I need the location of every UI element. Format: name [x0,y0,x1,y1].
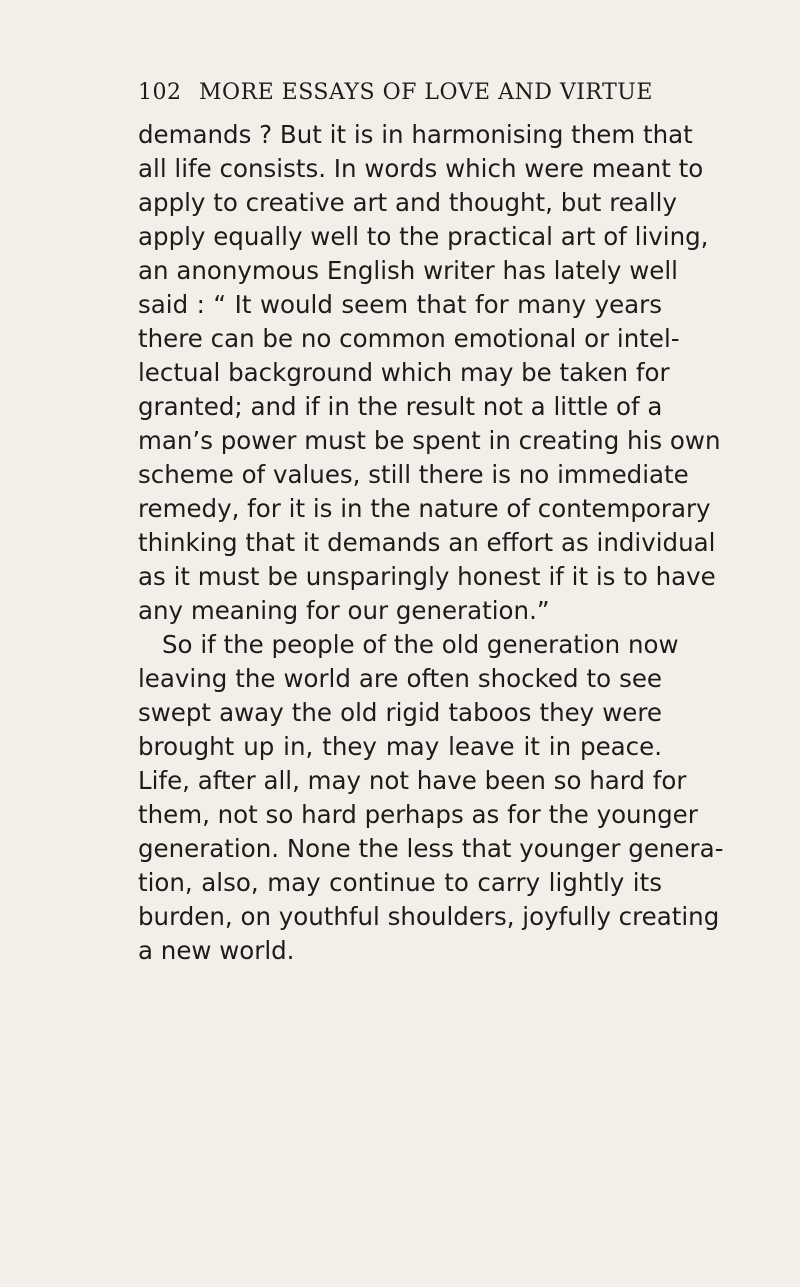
text-line: lectual background which may be taken for [138,358,670,387]
text-line: there can be no common emotional or intel- [138,324,680,353]
text-line: man’s power must be spent in creating his own [138,426,721,455]
page-number: 102 [138,80,182,105]
text-line: remedy, for it is in the nature of contemporary [138,494,711,523]
text-line: all life consists. In words which were meant to [138,154,704,183]
text-line: granted; and if in the result not a little of a [138,392,663,421]
text-line: So if the people of the old generation now [162,630,679,659]
text-line: swept away the old rigid taboos they were [138,698,662,727]
text-line: apply equally well to the practical art of living, [138,222,709,251]
text-line: burden, on youthful shoulders, joyfully creating [138,902,720,931]
text-line: said : “ It would seem that for many years [138,290,662,319]
text-line: tion, also, may continue to carry lightly its [138,868,662,897]
text-line: apply to creative art and thought, but really [138,188,677,217]
text-line: Life, after all, may not have been so hard for [138,766,687,795]
text-line: scheme of values, still there is no immediate [138,460,689,489]
paragraph-2 [138,628,724,968]
text-line: thinking that it demands an effort as individual [138,528,716,557]
text-line: as it must be unsparingly honest if it is to have [138,562,716,591]
book-title: MORE ESSAYS OF LOVE AND VIRTUE [199,80,653,105]
text-line: an anonymous English writer has lately well [138,256,678,285]
text-line: generation. None the less that younger genera- [138,834,724,863]
text-line: leaving the world are often shocked to see [138,664,662,693]
text-line: a new world. [138,936,295,965]
paragraph-1 [138,118,721,628]
text-line: brought up in, they may leave it in peace. [138,732,662,761]
text-line: demands ? But it is in harmonising them that [138,120,693,149]
running-head [138,80,662,105]
text-line: them, not so hard perhaps as for the younger [138,800,698,829]
text-line: any meaning for our generation.” [138,596,550,625]
body-text [138,118,724,968]
